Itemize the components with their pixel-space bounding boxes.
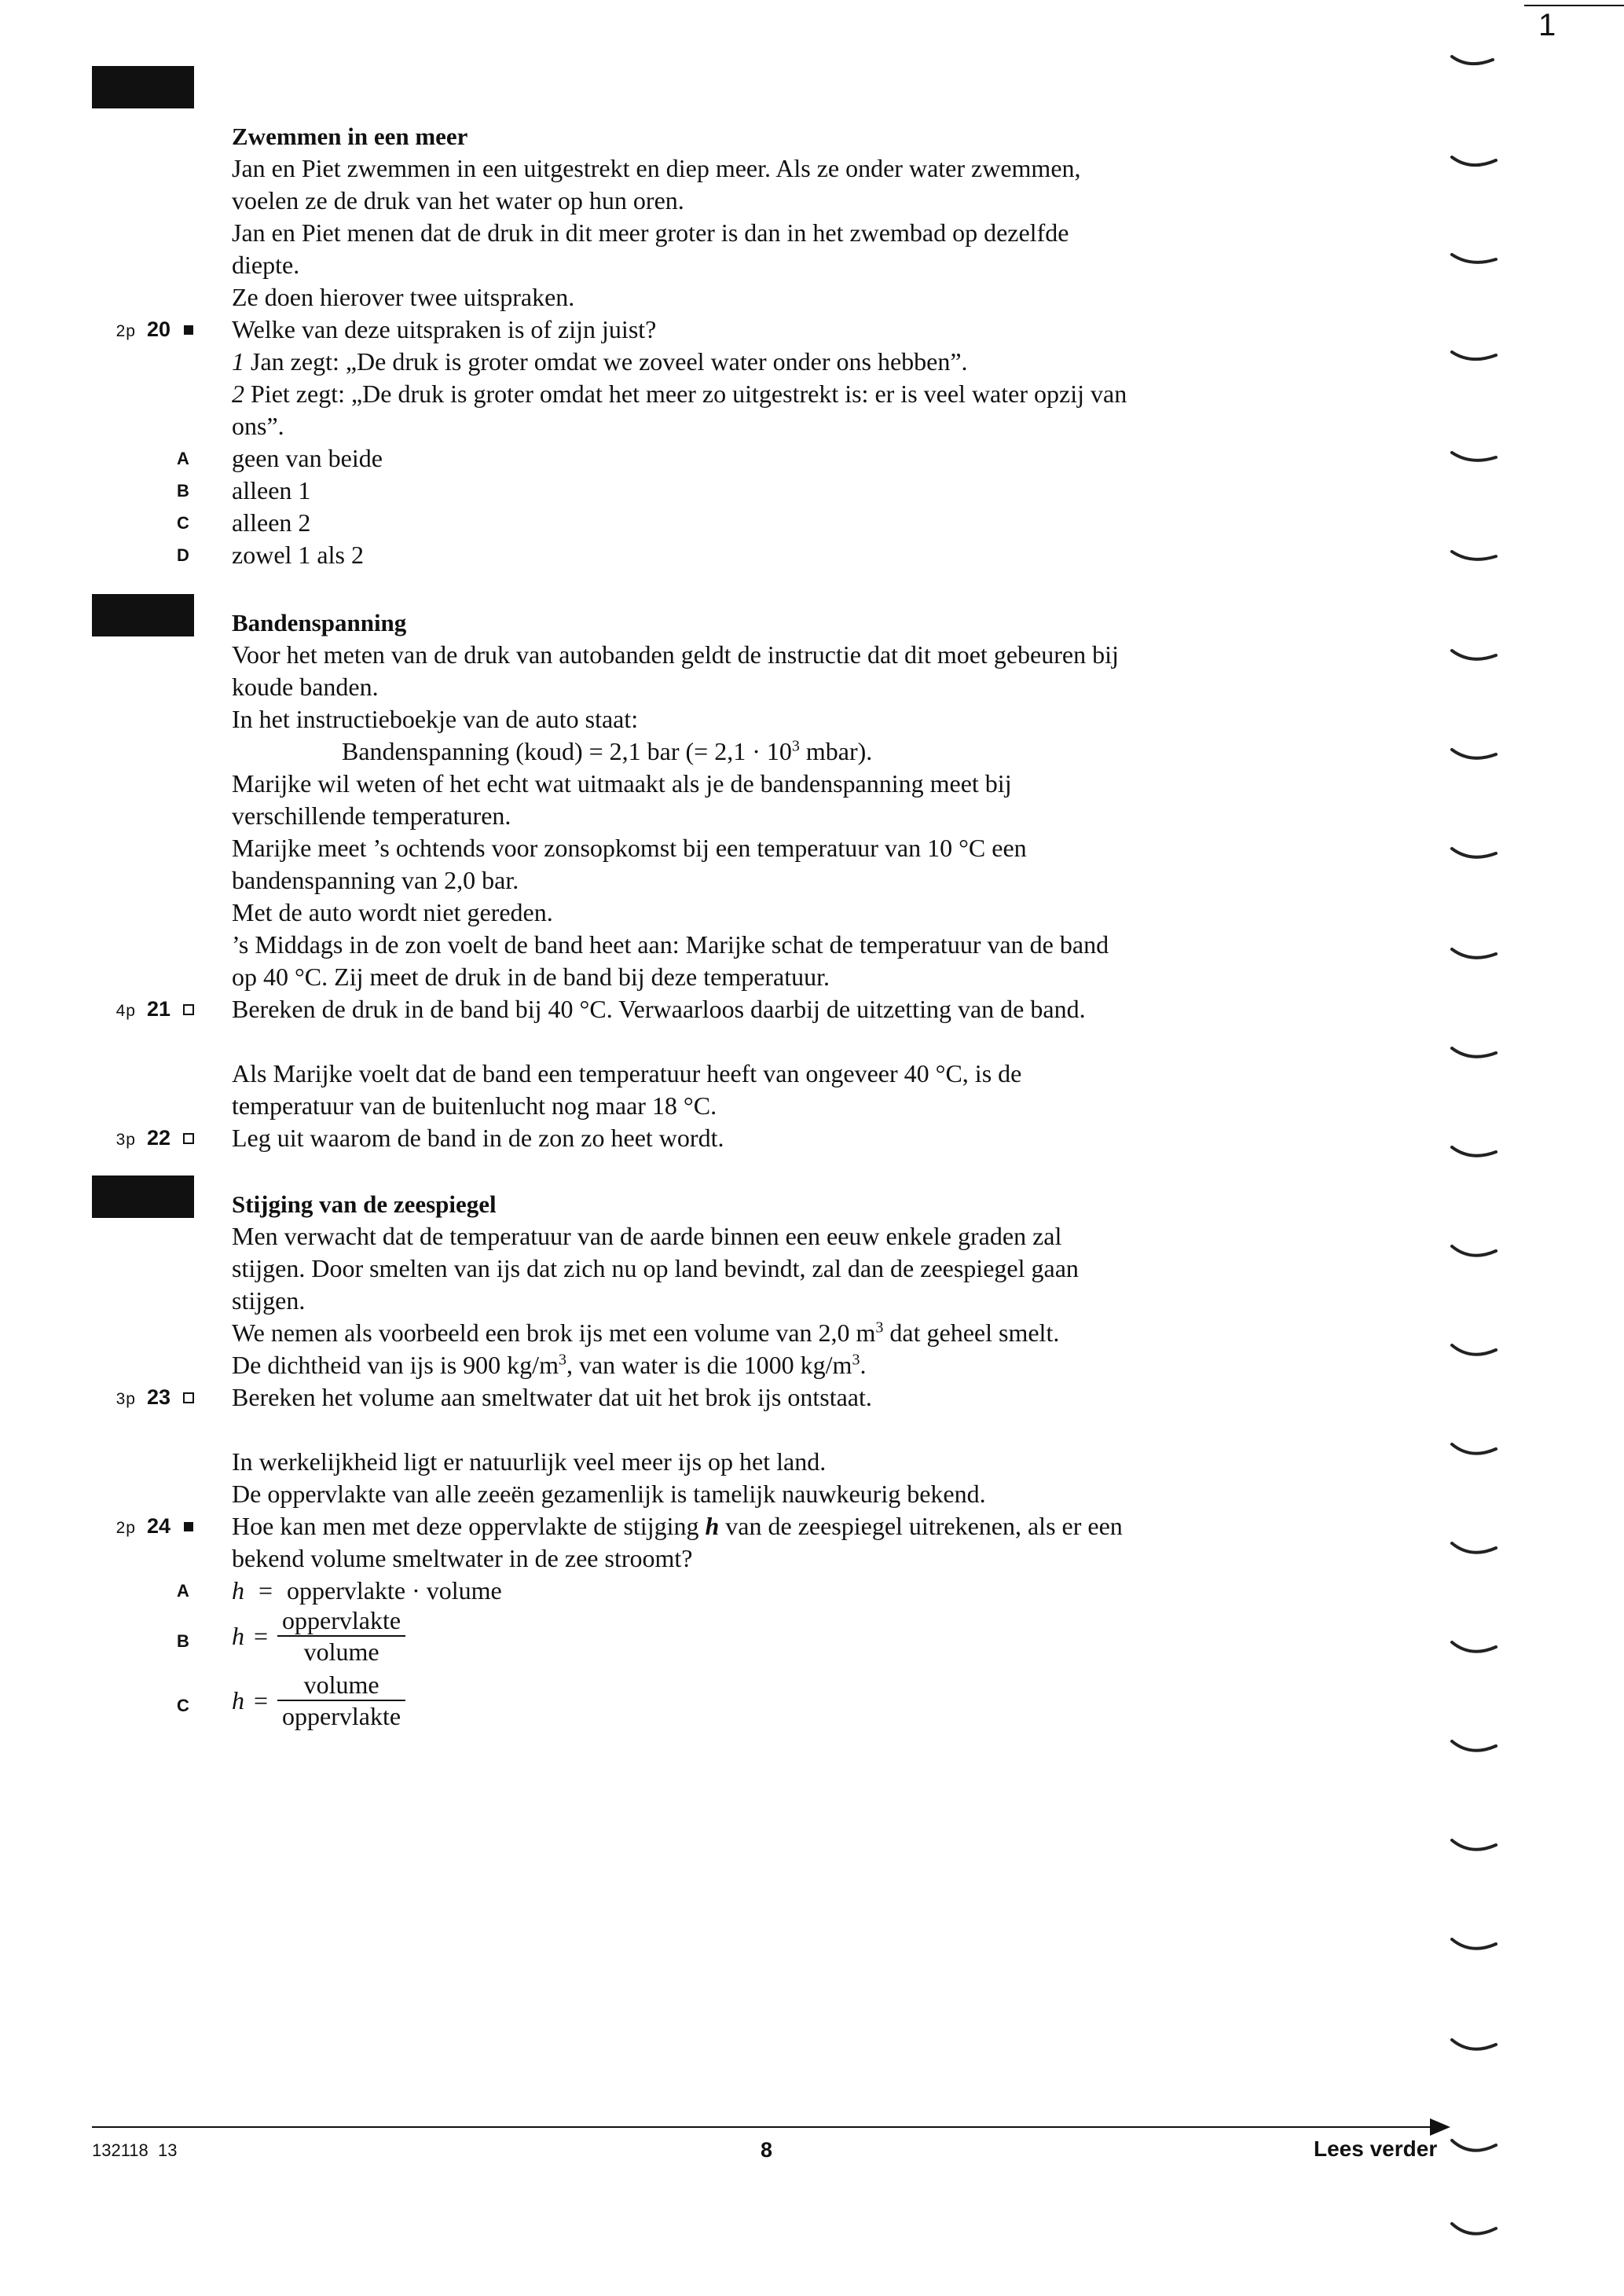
equals-sign: = [258,1576,273,1605]
binding-mark [1452,2224,1496,2234]
open-square-icon [183,1004,194,1015]
option-letter-b: B [177,1631,189,1651]
binding-mark [1452,651,1496,659]
equals-sign: = [254,1686,269,1715]
option-a-text[interactable]: geen van beide [232,444,383,472]
section-marker-bandenspanning [92,594,194,636]
spec-exponent: 3 [791,737,800,755]
corner-mark: 1 [1538,8,1556,42]
question-number: 23 [146,1385,170,1409]
question-22-text: Leg uit waarom de band in de zon zo heet wordt. [232,1124,724,1152]
option-letter-d: D [177,545,189,565]
binding-mark [1452,157,1496,165]
density-line [232,1349,866,1381]
fraction [277,1605,405,1667]
binding-mark [1452,255,1496,262]
fraction [277,1670,405,1731]
variable-h: h [232,1686,244,1715]
binding-mark [1452,2040,1496,2049]
section-text: De oppervlakte van alle zeeën gezamenlijk is tamelijk nauwkeurig bekend. [232,1480,986,1508]
binding-mark [1452,352,1496,359]
section-text: In het instructieboekje van de auto staat: [232,705,639,733]
question-marker-23 [79,1381,200,1415]
variable-h: h [705,1512,720,1540]
volume-text: We nemen als voorbeeld een brok ijs met een volume van 2,0 m [232,1319,876,1347]
question-24-part: van de zeespiegel uitrekenen, als er een [719,1512,1123,1540]
section-text: Jan en Piet zwemmen in een uitgestrekt en diep meer. Als ze onder water zwemmen, [232,154,1081,182]
binding-mark [1452,1048,1496,1057]
variable-h: h [232,1576,244,1605]
density-text: De dichtheid van ijs is 900 kg/m [232,1351,559,1379]
binding-mark [1452,1246,1496,1256]
statement-text: Piet zegt: „De druk is groter omdat het meer zo uitgestrekt is: er is veel water opzij van [251,380,1127,408]
binding-mark [1452,552,1496,559]
section-text: stijgen. [232,1286,306,1315]
statement-2 [232,378,1127,410]
section-title-zeespiegel: Stijging van de zeespiegel [232,1190,497,1218]
filled-square-icon [184,325,193,335]
question-marker-22 [79,1122,200,1156]
option-letter-c: C [177,513,189,533]
section-text: In werkelijkheid ligt er natuurlijk veel meer ijs op het land. [232,1447,827,1476]
option-letter-c: C [177,1696,189,1715]
fraction-numerator: volume [277,1670,405,1701]
question-marker-24 [79,1510,200,1544]
fraction-denominator: oppervlakte [282,1702,401,1730]
option-letter-a: A [177,1581,189,1601]
volume-text-end: dat geheel smelt. [883,1319,1060,1347]
binding-mark [1452,57,1493,64]
section-title-zwemmen: Zwemmen in een meer [232,123,468,150]
section-text: stijgen. Door smelten van ijs dat zich nu op land bevindt, zal dan de zeespiegel gaan [232,1254,1079,1282]
next-page-link[interactable]: Lees verder [1314,2136,1438,2161]
binding-mark [1452,1741,1496,1751]
page-number: 8 [761,2138,773,2162]
section-text: op 40 °C. Zij meet de druk in de band bij deze temperatuur. [232,963,830,991]
points-label: 2p [115,1519,136,1537]
open-square-icon [183,1133,194,1144]
statement-number: 2 [232,380,244,408]
arrow-right-icon [1430,2118,1450,2136]
density-exponent: 3 [852,1351,860,1369]
section-text: Als Marijke voelt dat de band een temperatuur heeft van ongeveer 40 °C, is de [232,1059,1022,1087]
points-label: 4p [115,1002,136,1020]
statement-text: Jan zegt: „De druk is groter omdat we zoveel water onder ons hebben”. [251,347,968,376]
binding-mark [1452,1543,1496,1553]
section-marker-zwemmen [92,66,194,108]
equals-sign: = [254,1622,269,1650]
binding-mark [1452,1840,1496,1850]
points-label: 3p [115,1131,136,1149]
section-text: ’s Middags in de zon voelt de band heet aan: Marijke schat de temperatuur van de band [232,930,1109,959]
spec-prefix: Bandenspanning (koud) = 2,1 bar (= 2,1 · 10 [342,737,792,765]
option-letter-b: B [177,481,189,501]
binding-mark [1452,849,1496,857]
question-marker-20 [79,314,200,347]
option-d-text[interactable]: zowel 1 als 2 [232,541,364,569]
section-title-bandenspanning: Bandenspanning [232,609,407,636]
volume-exponent: 3 [875,1319,884,1337]
question-number: 22 [146,1126,170,1150]
option-b-text[interactable]: alleen 1 [232,476,311,504]
option-a-formula[interactable] [232,1575,502,1607]
question-24-text-line2: bekend volume smeltwater in de zee stroomt? [232,1544,693,1572]
question-21-text: Bereken de druk in de band bij 40 °C. Verwaarloos daarbij de uitzetting van de band. [232,995,1086,1023]
fraction-denominator: volume [303,1638,379,1666]
option-b-formula[interactable] [232,1605,405,1667]
density-text-end: . [860,1351,867,1379]
filled-square-icon [184,1522,193,1531]
statement-2-continued: ons”. [232,412,284,440]
volume-line [232,1317,1059,1349]
open-square-icon [183,1392,194,1403]
section-text: voelen ze de druk van het water op hun oren. [232,186,684,215]
section-text: Voor het meten van de druk van autobanden geldt de instructie dat dit moet gebeuren bij [232,640,1119,669]
section-text: Ze doen hierover twee uitspraken. [232,283,575,311]
section-text: Jan en Piet menen dat de druk in dit meer groter is dan in het zwembad op dezelfde [232,218,1069,247]
corner-rule [1524,5,1624,6]
binding-mark [1452,2140,1496,2151]
footer-rule [92,2126,1432,2128]
binding-marks [1446,31,1532,2263]
points-label: 3p [115,1390,136,1408]
section-text: Met de auto wordt niet gereden. [232,898,553,926]
spec-line [342,735,872,768]
section-text: Marijke wil weten of het echt wat uitmaakt als je de bandenspanning meet bij [232,769,1012,798]
section-text: Men verwacht dat de temperatuur van de aarde binnen een eeuw enkele graden zal [232,1222,1062,1250]
formula-expression: oppervlakte · volume [287,1576,502,1605]
footer-code: 132118 13 [92,2140,178,2160]
binding-mark [1452,1939,1496,1949]
variable-h: h [232,1622,244,1650]
section-text: bandenspanning van 2,0 bar. [232,866,519,894]
option-c-formula[interactable] [232,1670,405,1731]
question-23-text: Bereken het volume aan smeltwater dat uit het brok ijs ontstaat. [232,1383,872,1411]
section-text: diepte. [232,251,300,279]
section-text: temperatuur van de buitenlucht nog maar 18 °C. [232,1091,717,1120]
question-number: 24 [146,1514,170,1538]
option-c-text[interactable]: alleen 2 [232,508,311,537]
binding-mark [1452,1444,1496,1454]
spec-suffix: mbar). [799,737,873,765]
statement-1 [232,346,968,378]
binding-mark [1452,1345,1496,1355]
density-exponent: 3 [558,1351,566,1369]
binding-mark [1452,1147,1496,1156]
option-letter-a: A [177,449,189,468]
statement-number: 1 [232,347,244,376]
density-text: , van water is die 1000 kg/m [566,1351,852,1379]
binding-mark [1452,750,1496,758]
question-20-text: Welke van deze uitspraken is of zijn juist? [232,315,657,343]
question-24-part: Hoe kan men met deze oppervlakte de stijging [232,1512,706,1540]
section-text: koude banden. [232,673,379,701]
binding-mark [1452,1642,1496,1652]
section-text: Marijke meet ’s ochtends voor zonsopkomst bij een temperatuur van 10 °C een [232,834,1027,862]
question-number: 20 [146,317,170,341]
section-text: verschillende temperaturen. [232,801,511,830]
binding-mark [1452,453,1496,460]
points-label: 2p [115,322,136,340]
fraction-numerator: oppervlakte [277,1605,405,1637]
question-24-text [232,1510,1123,1542]
binding-mark [1452,949,1496,958]
question-number: 21 [146,997,170,1021]
section-marker-zeespiegel [92,1176,194,1218]
question-marker-21 [79,993,200,1027]
